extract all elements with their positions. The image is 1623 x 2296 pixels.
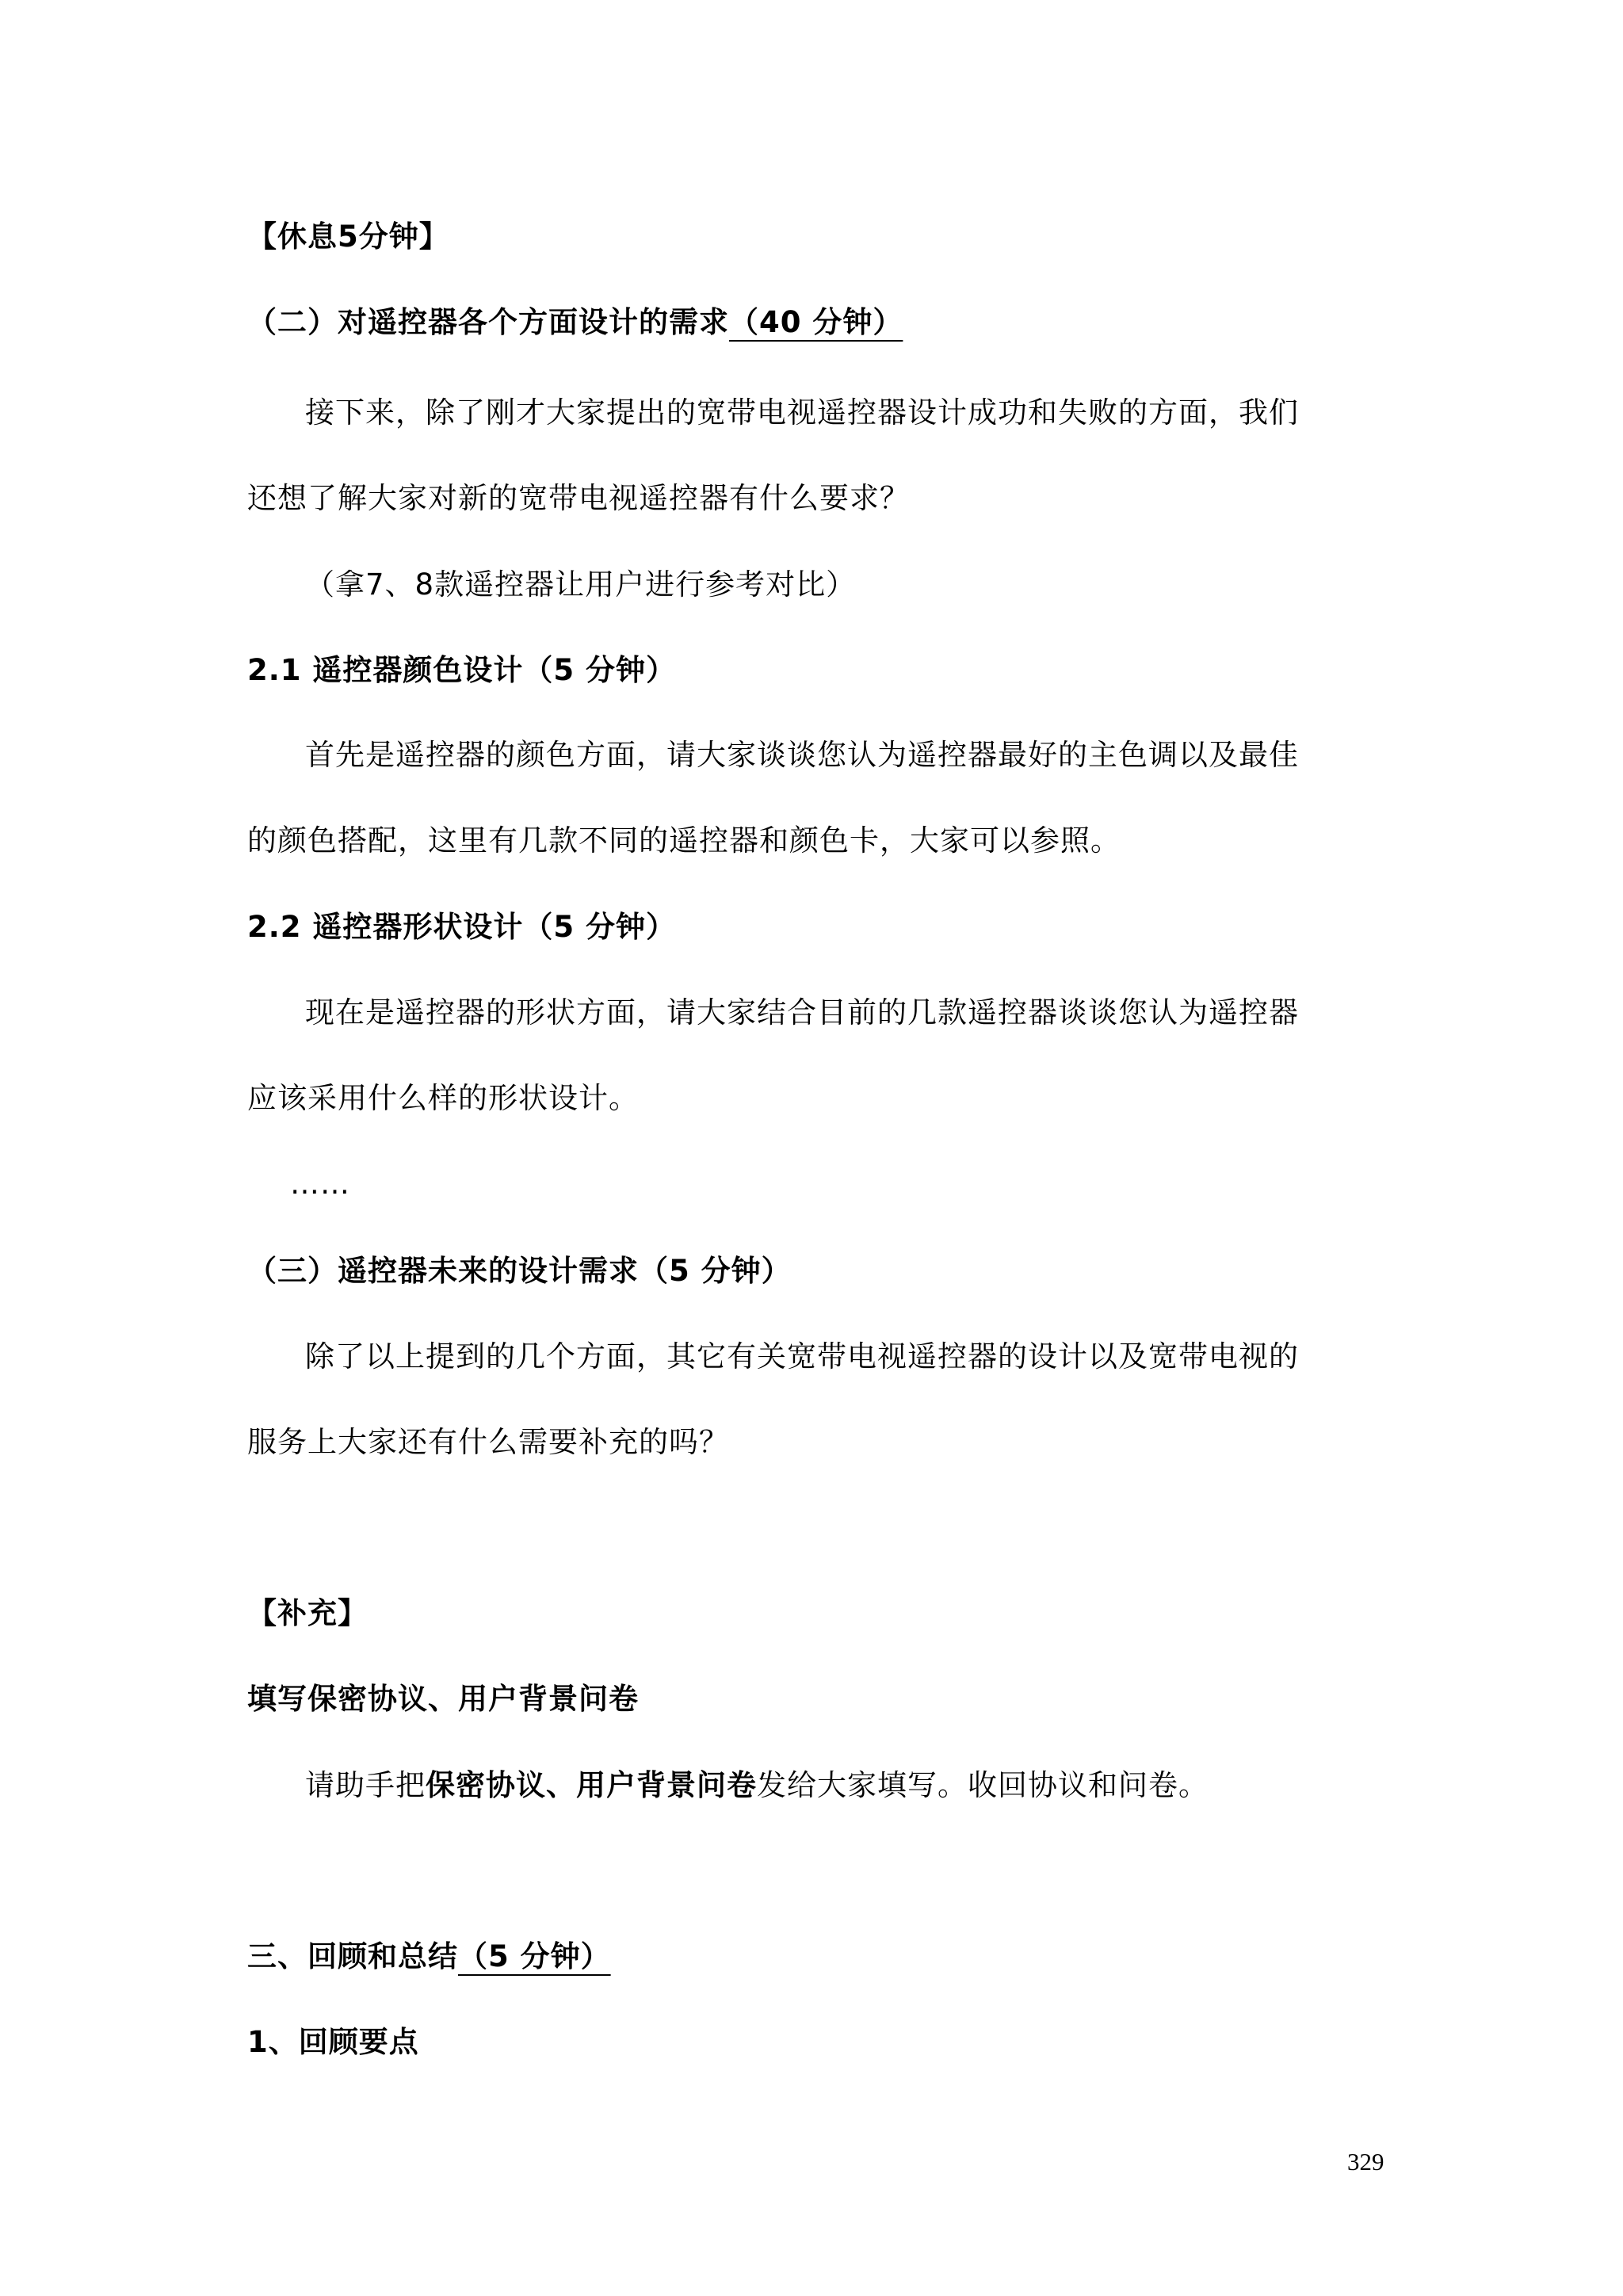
- subsection-2-1-line2: 的颜色搭配，这里有几款不同的遥控器和颜色卡，大家可以参照。: [247, 823, 1121, 858]
- ellipsis: ……: [290, 1167, 350, 1201]
- page-number: 329: [1347, 2148, 1384, 2176]
- supplement-subtitle: 填写保密协议、用户背景问卷: [247, 1682, 639, 1716]
- supplement-post: 发给大家填写。收回协议和问卷。: [757, 1768, 1209, 1802]
- subsection-2-2-title: 2.2 遥控器形状设计（5 分钟）: [247, 910, 677, 944]
- part3-title: 三、回顾和总结: [247, 1939, 458, 1973]
- subsection-2-1-line1: 首先是遥控器的颜色方面，请大家谈谈您认为遥控器最好的主色调以及最佳: [305, 738, 1299, 772]
- subsection-2-2-line1: 现在是遥控器的形状方面，请大家结合目前的几款遥控器谈谈您认为遥控器: [305, 995, 1299, 1030]
- intro-paragraph-line1: 接下来，除了刚才大家提出的宽带电视遥控器设计成功和失败的方面，我们: [305, 395, 1299, 430]
- part3-item1: 1、回顾要点: [247, 2025, 419, 2059]
- subsection-2-1-title: 2.1 遥控器颜色设计（5 分钟）: [247, 653, 677, 687]
- section2-heading: [247, 304, 903, 342]
- section2-time: （40 分钟）: [729, 305, 903, 339]
- section3-line1: 除了以上提到的几个方面，其它有关宽带电视遥控器的设计以及宽带电视的: [305, 1339, 1299, 1373]
- supplement-instruction: [305, 1767, 1209, 1805]
- section3-line2: 服务上大家还有什么需要补充的吗？: [247, 1425, 729, 1459]
- supplement-bold: 保密协议、用户背景问卷: [426, 1768, 757, 1802]
- intro-paragraph-line2: 还想了解大家对新的宽带电视遥控器有什么要求？: [247, 481, 910, 515]
- part3-heading: [247, 1938, 611, 1976]
- section2-title: （二）对遥控器各个方面设计的需求: [247, 305, 729, 339]
- supplement-heading: 【补充】: [247, 1596, 368, 1630]
- break-heading: 【休息5分钟】: [247, 220, 449, 254]
- subsection-2-2-line2: 应该采用什么样的形状设计。: [247, 1081, 639, 1115]
- section3-title: （三）遥控器未来的设计需求（5 分钟）: [247, 1254, 792, 1288]
- part3-time: （5 分钟）: [458, 1939, 611, 1973]
- supplement-pre: 请助手把: [305, 1768, 426, 1802]
- intro-note: （拿7、8款遥控器让用户进行参考对比）: [305, 567, 857, 602]
